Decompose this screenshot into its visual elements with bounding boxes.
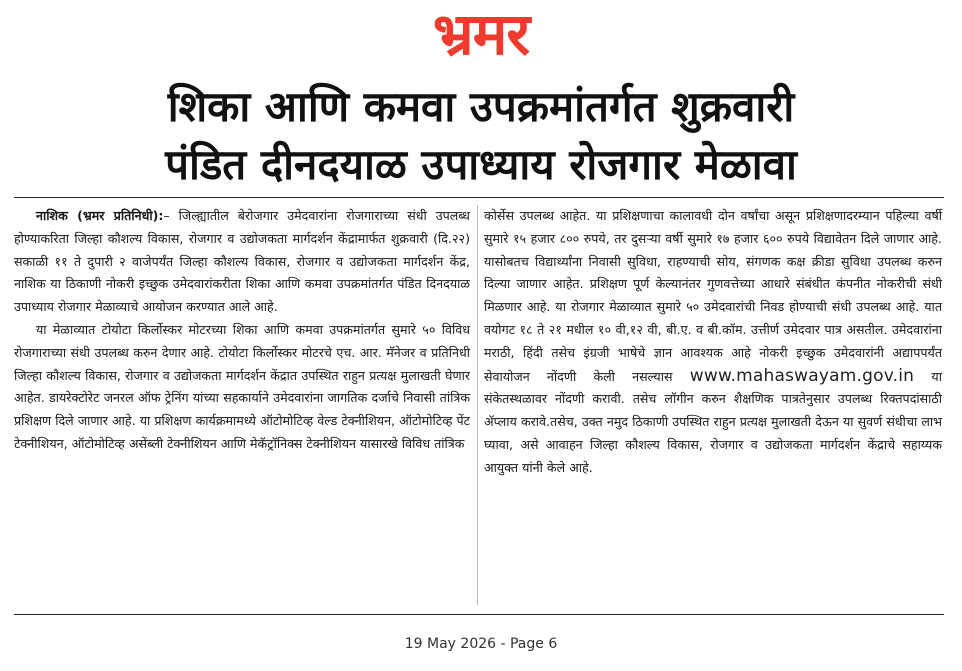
article-column-left	[14, 205, 470, 456]
article-headline	[0, 78, 962, 194]
article-paragraph-1	[14, 205, 470, 319]
newspaper-masthead	[0, 2, 962, 66]
column-divider	[477, 205, 478, 605]
top-divider	[14, 197, 944, 198]
byline: नाशिक (भ्रमर प्रतिनिधी):	[36, 208, 164, 223]
website-url: www.mahaswayam.gov.in	[689, 365, 915, 386]
page-footer: 19 May 2026 - Page 6	[404, 636, 558, 652]
masthead-logo: भ्रमर	[432, 0, 530, 68]
bottom-divider	[14, 614, 944, 615]
article-paragraph-3	[484, 205, 942, 480]
article-paragraph-2: या मेळाव्यात टोयोटा किर्लोस्कर मोटरच्या शिका आणि कमवा उपक्रमांतर्गत सुमारे ५० विविध रोजगाराच्या संधी उपलब्ध करुन देणार आहे. टोयोटा किर्लोस्कर मोटरचे एच. आर. मॅनेजर व प्रतिनिधी जिल्हा कौशल्य विकास, रोजगार व उद्योजकता मार्गदर्शन केंद्रात उपस्थित राहुन प्रत्यक्ष मुलाखती घेणार आहेत. डायरेक्टोरेट जनरल ऑफ ट्रेनिंग यांच्या सहकार्याने उमेदवारांना जागतिक दर्जाचे निवासी तांत्रिक प्रशिक्षण दिले जाणार आहे. या प्रशिक्षण कार्यक्रमामध्ये ऑटोमोटिव्ह वेल्ड टेक्नीशियन, ऑटोमोटिव्ह पेंट टेक्नीशियन, ऑटोमोटिव्ह असेंब्ली टेक्नीशियन आणि मेकॅट्रॉनिक्स टेक्नीशियन यासारखे विविध तांत्रिक	[14, 321, 470, 451]
headline-line-2: पंडित दीनदयाळ उपाध्याय रोजगार मेळावा	[165, 140, 797, 189]
paragraph-3-text-b: या संकेतस्थळावर नोंदणी करावी. तसेच लॉगीन करुन शैक्षणिक पात्रतेनुसार उपलब्ध रिक्तपदांसाठी ॲप्लाय करावे.तसेच, उक्त नमुद ठिकाणी उपस्थित राहुन प्रत्यक्ष मुलाखती देऊन या सुवर्ण संधीचा लाभ घ्यावा, असे आवाहन जिल्हा कौशल्य विकास, रोजगार व उद्योजकता मार्गदर्शन केंद्राचे सहाय्यक आयुक्त यांनी केले आहे.	[484, 368, 942, 475]
paragraph-3-text-a: कोर्सेस उपलब्ध आहेत. या प्रशिक्षणाचा कालावधी दोन वर्षांचा असून प्रशिक्षणादरम्यान पहिल्या वर्षी सुमारे १५ हजार ८०० रुपये, तर दुसऱ्या वर्षी सुमारे १७ हजार ६०० रुपये विद्यावेतन दिले जाणार आहे. यासोबतच विद्यार्थ्यांना निवासी सुविधा, राहण्याची सोय, संगणक कक्ष क्रीडा सुविधा उपलब्ध करुन दिल्या जाणार आहेत. प्रशिक्षण पूर्ण केल्यानंतर गुणवत्तेच्या आधारे संबंधीत कंपनीत नोकरीची संधी मिळणार आहे. या रोजगार मेळाव्यात सुमारे ५० उमेदवारांची निवड होण्याची संधी उपलब्ध आहे. यात वयोगट १८ ते २१ मधील १० वी,१२ वी, बी.ए. व बी.कॉम. उत्तीर्ण उमेदवार पात्र असतील. उमेदवारांना मराठी, हिंदी तसेच इंग्रजी भाषेचे ज्ञान आवश्यक आहे नोकरी इच्छुक उमेदवारांनी अद्यापपर्यंत सेवायोजन नोंदणी केली नसल्यास	[484, 208, 942, 384]
headline-line-1: शिका आणि कमवा उपक्रमांतर्गत शुक्रवारी	[167, 82, 795, 131]
article-column-right	[484, 205, 942, 480]
paragraph-1-text: – जिल्ह्यातील बेरोजगार उमेदवारांना रोजगाराच्या संधी उपलब्ध होण्याकरिता जिल्हा कौशल्य विकास, रोजगार व उद्योजकता मार्गदर्शन केंद्रामार्फत शुक्रवारी (दि.२२) सकाळी ११ ते दुपारी २ वाजेपर्यंत जिल्हा कौशल्य विकास, रोजगार व उद्योजकता मार्गदर्शन केंद्र, नाशिक या ठिकाणी नोकरी इच्छुक उमेदवारांकरीता शिका आणि कमवा उपक्रमांतर्गत पंडित दिनदयाळ उपाध्याय रोजगार मेळाव्याचे आयोजन करण्यात आले आहे.	[14, 208, 471, 315]
